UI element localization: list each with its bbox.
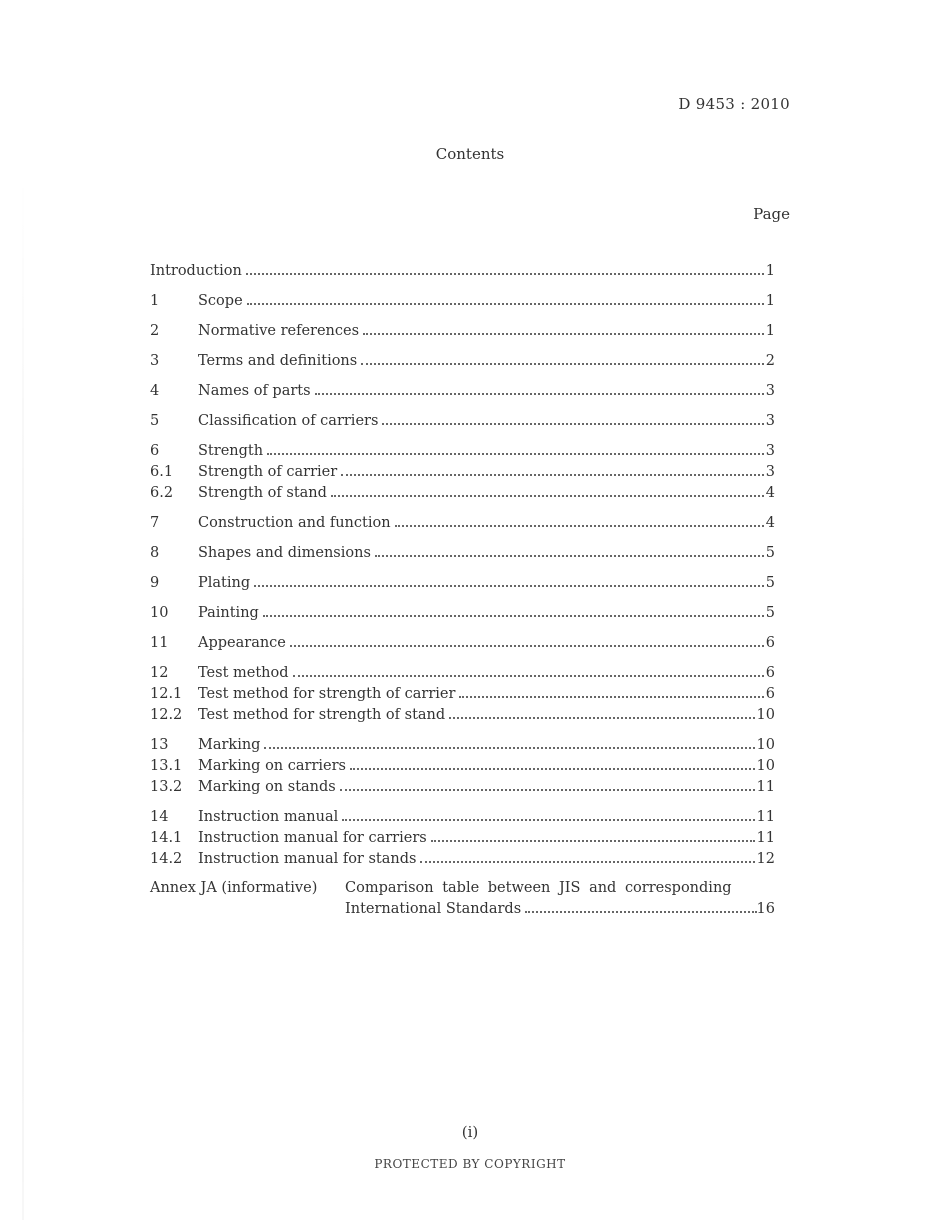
dot-leader [246,273,764,275]
toc-entry-leader-line [198,705,775,726]
toc-entry-page-number: 2 [765,353,775,369]
toc-entry-page-number: 11 [756,809,775,825]
toc-entry-label: Marking on stands [198,779,336,795]
dot-leader [315,393,764,395]
toc-entry[interactable] [150,321,775,342]
toc-entry-label: Shapes and dimensions [198,545,371,561]
dot-leader [267,453,764,455]
toc-entry-leader-line [198,483,775,504]
toc-entry[interactable] [150,828,775,849]
toc-entry-leader-line [198,633,775,654]
toc-entry-leader-line [198,462,775,483]
toc-entry-number: 5 [150,413,160,429]
toc-entry-number: 12 [150,665,169,681]
toc-entry-label: Strength of stand [198,485,327,501]
annex-title-line1: Comparison table between JIS and corresponding [345,880,732,896]
toc-entry-number: 13.2 [150,779,183,795]
toc-entry-leader-line [198,828,775,849]
toc-entry[interactable] [150,381,775,402]
scan-edge-shadow [22,170,24,1220]
toc-entry-page-number: 10 [756,758,775,774]
dot-leader [375,555,764,557]
dot-leader [340,789,755,791]
dot-leader [382,423,763,425]
toc-entry-label: Construction and function [198,515,391,531]
toc-entry[interactable] [150,483,775,504]
toc-entry-number: 6 [150,443,160,459]
dot-leader [459,696,763,698]
toc-entry-label: Classification of carriers [198,413,379,429]
toc-entry-number: 14.2 [150,851,183,867]
toc-entry[interactable] [150,573,775,594]
toc-entry-label: Instruction manual [198,809,339,825]
toc-entry[interactable] [150,411,775,432]
toc-entry-page-number: 11 [756,779,775,795]
toc-entry-label: Instruction manual for stands [198,851,417,867]
toc-entry-page-number: 4 [765,515,775,531]
toc-entry-leader-line [198,513,775,534]
toc-entry[interactable] [150,756,775,777]
toc-entry[interactable] [150,633,775,654]
toc-entry-page-number: 5 [765,605,775,621]
toc-entry-page-number: 5 [765,545,775,561]
dot-leader [263,615,764,617]
toc-entry-leader-line [198,777,775,798]
toc-entry-label: Strength of carrier [198,464,338,480]
toc-entry-number: 12.2 [150,707,183,723]
toc-entry[interactable] [150,261,775,282]
toc-entry-label: Marking [198,737,261,753]
toc-entry-leader-line [198,543,775,564]
toc-entry-number: 6.1 [150,464,174,480]
toc-entry-page-number: 1 [765,323,775,339]
toc-entry-page-number: 5 [765,575,775,591]
toc-entry-leader-line [198,756,775,777]
dot-leader [525,911,756,913]
toc-entry-label: Instruction manual for carriers [198,830,427,846]
toc-entry-number: 2 [150,323,160,339]
dot-leader [293,675,764,677]
toc-entry-label: Plating [198,575,251,591]
annex-page-number: 16 [756,901,775,917]
toc-entry-leader-line [198,351,775,372]
toc-entry[interactable] [150,603,775,624]
toc-entry-label: Introduction [150,263,242,279]
toc-entry-leader-line [198,807,775,828]
toc-entry[interactable] [150,777,775,798]
dot-leader [449,717,754,719]
toc-entry-number: 11 [150,635,169,651]
toc-entry-leader-line [198,381,775,402]
toc-entry-page-number: 12 [756,851,775,867]
toc-entry[interactable] [150,807,775,828]
toc-entry-number: 13 [150,737,169,753]
dot-leader [420,861,754,863]
toc-entry-page-number: 3 [765,413,775,429]
dot-leader [342,819,754,821]
dot-leader [254,585,764,587]
toc-entry-label: Strength [198,443,264,459]
toc-entry-number: 8 [150,545,160,561]
toc-entry-number: 14.1 [150,830,183,846]
dot-leader [331,495,764,497]
toc-entry-label: Normative references [198,323,360,339]
dot-leader [431,840,755,842]
page-column-heading: Page [753,205,790,223]
toc-entry-number: 13.1 [150,758,183,774]
toc-entry-number: 6.2 [150,485,174,501]
toc-entry-leader-line [198,849,775,870]
toc-entry-number: 4 [150,383,160,399]
toc-entry-leader-line [150,261,775,282]
toc-entry[interactable] [150,705,775,726]
toc-entry[interactable] [150,543,775,564]
toc-entry-label: Test method for strength of stand [198,707,446,723]
dot-leader [395,525,764,527]
toc-entry-leader-line [198,573,775,594]
toc-entry-label: Marking on carriers [198,758,346,774]
toc-entry-page-number: 1 [765,263,775,279]
page-title: Contents [435,145,505,163]
toc-entry-label: Test method for strength of carrier [198,686,456,702]
dot-leader [361,363,764,365]
toc-entry-leader-line [198,291,775,312]
toc-entry-number: 14 [150,809,169,825]
toc-entry[interactable] [150,462,775,483]
toc-entries [150,261,775,870]
toc-entry-leader-line [198,321,775,342]
toc-entry-page-number: 3 [765,443,775,459]
footer-page-number: (i) [461,1123,479,1141]
dot-leader [350,768,755,770]
toc-entry-page-number: 6 [765,635,775,651]
toc-entry-number: 7 [150,515,160,531]
toc-entry-leader-line [198,663,775,684]
toc-entry[interactable] [150,291,775,312]
toc-entry-page-number: 10 [756,737,775,753]
toc-entry-label: Terms and definitions [198,353,358,369]
toc-entry[interactable] [150,735,775,756]
dot-leader [290,645,764,647]
toc-entry[interactable] [150,684,775,705]
toc-entry-page-number: 11 [756,830,775,846]
toc-entry[interactable] [150,849,775,870]
toc-entry-leader-line [198,684,775,705]
toc-entry-page-number: 3 [765,383,775,399]
toc-entry-page-number: 6 [765,665,775,681]
toc-entry-number: 3 [150,353,160,369]
toc-entry-label: Names of parts [198,383,311,399]
annex-title-line2-text: International Standards [345,901,522,917]
toc-entry-page-number: 3 [765,464,775,480]
toc-entry[interactable] [150,351,775,372]
toc-entry-label: Appearance [198,635,286,651]
toc-entry-label: Painting [198,605,259,621]
annex-label: Annex JA (informative) [150,880,318,896]
toc-entry-leader-line [198,411,775,432]
dot-leader [264,747,754,749]
toc-entry-number: 12.1 [150,686,183,702]
toc-entry-leader-line [198,735,775,756]
dot-leader [341,474,764,476]
toc-annex-entry[interactable] [150,878,775,922]
dot-leader [247,303,764,305]
toc-entry-label: Scope [198,293,243,309]
toc-entry[interactable] [150,663,775,684]
table-of-contents [150,261,775,922]
dot-leader [363,333,764,335]
toc-entry[interactable] [150,441,775,462]
toc-entry-leader-line [198,603,775,624]
toc-entry-page-number: 10 [756,707,775,723]
toc-entry-leader-line [198,441,775,462]
toc-entry[interactable] [150,513,775,534]
annex-title-line2 [345,899,775,920]
toc-entry-number: 10 [150,605,169,621]
document-number: D 9453 : 2010 [678,95,790,113]
toc-entry-number: 1 [150,293,160,309]
toc-entry-page-number: 6 [765,686,775,702]
toc-entry-page-number: 1 [765,293,775,309]
toc-entry-label: Test method [198,665,289,681]
copyright-notice: PROTECTED BY COPYRIGHT [374,1157,566,1171]
toc-entry-number: 9 [150,575,160,591]
toc-entry-page-number: 4 [765,485,775,501]
